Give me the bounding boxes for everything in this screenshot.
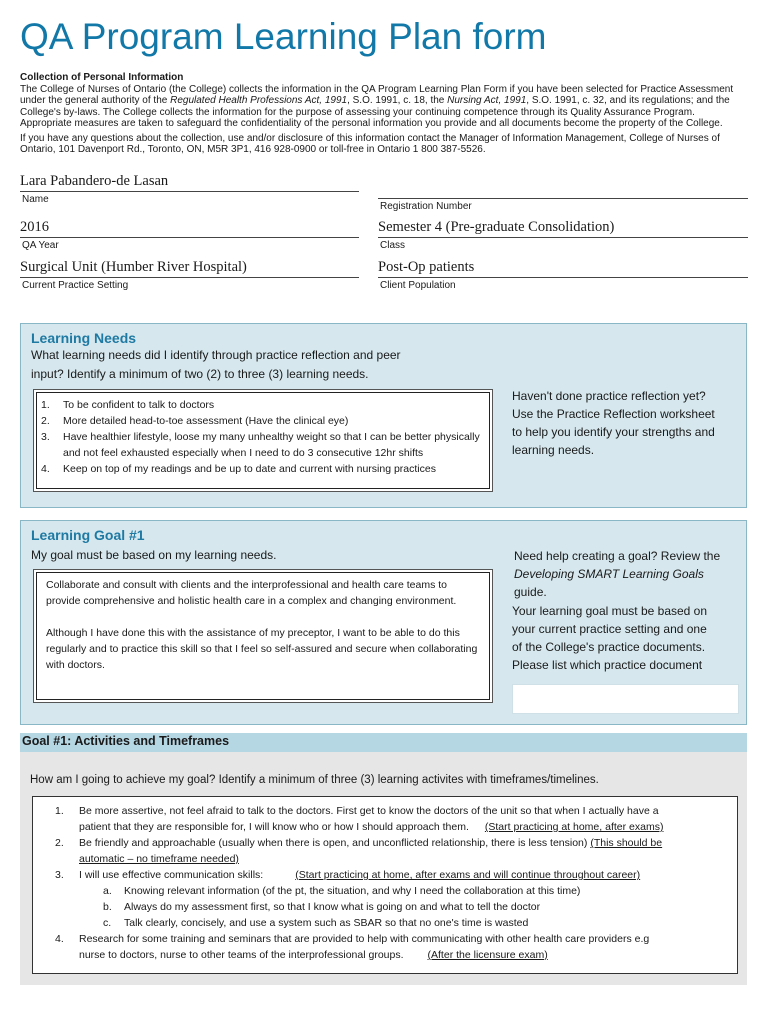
notice-text: , S.O. 1991, c. 32, and its regulations; and the College's by-laws. The College collects the information for the purpose of assessing your continuing competence through its Quality Assurance Program. Appropriate measures are taken to safeguard the confidentiality of the personal information you provide and all documents become the property of the College. <box>20 95 730 129</box>
tip-line: Use the Practice Reflection worksheet <box>512 407 715 421</box>
registration-number-value[interactable] <box>378 178 748 199</box>
item-number: 3. <box>41 431 50 443</box>
item-text: Have healthier lifestyle, loose my many unhealthy weight so that I can be better physically and not feel exhausted especially when I need to do 3 consecutive 12hr shifts <box>63 431 480 459</box>
list-item <box>37 413 483 429</box>
subitem-letter: a. <box>103 885 112 897</box>
tip-line: to help you identify your strengths and <box>512 425 715 439</box>
prompt-line: input? Identify a minimum of two (2) to three (3) learning needs. <box>31 367 369 381</box>
activity-line <box>79 835 737 851</box>
notice-text: The College of Nurses of Ontario (the College) collects the information in the QA Program Learning Plan Form if you have been selected for Practice Assessment under the general authority of the <box>20 83 734 106</box>
learning-goal-prompt: My goal must be based on my learning needs. <box>31 548 277 562</box>
learning-needs-prompt <box>31 346 401 384</box>
act-name: Regulated Health Professions Act, 1991 <box>170 95 348 106</box>
page-title: QA Program Learning Plan form <box>20 16 547 57</box>
practice-document-input[interactable] <box>512 684 739 714</box>
tip-line: your current practice setting and one <box>512 622 707 636</box>
activity-timeframe: (Start practicing at home, after exams and will continue throughout career) <box>295 869 641 881</box>
item-number: 1. <box>55 805 64 817</box>
activities-section <box>20 752 747 985</box>
tip-line: Need help creating a goal? Review the <box>514 549 721 563</box>
subitem-text: Talk clearly, concisely, and use a system such as SBAR so that no one's time is wasted <box>124 917 529 929</box>
practice-setting-field[interactable] <box>20 258 359 291</box>
client-population-value[interactable]: Post-Op patients <box>378 258 748 278</box>
list-item <box>37 461 483 477</box>
tip-line: Your learning goal must be based on <box>512 604 708 618</box>
registration-number-label: Registration Number <box>380 201 472 212</box>
tip-line: learning needs. <box>512 443 595 457</box>
activity-item <box>33 803 737 835</box>
item-number: 4. <box>41 463 50 475</box>
practice-setting-value[interactable]: Surgical Unit (Humber River Hospital) <box>20 258 359 278</box>
activity-line <box>79 867 737 883</box>
subitem-text: Knowing relevant information (of the pt, the situation, and why I need the collaboration at this time) <box>124 885 581 897</box>
practice-document-tip <box>512 602 742 674</box>
activity-timeframe: (Start practicing at home, after exams) <box>484 821 664 833</box>
qa-year-value[interactable]: 2016 <box>20 218 359 238</box>
qa-year-label: QA Year <box>22 240 59 251</box>
learning-needs-title: Learning Needs <box>31 330 137 346</box>
activities-prompt: How am I going to achieve my goal? Identify a minimum of three (3) learning activites with timeframes/timelines. <box>30 774 599 786</box>
practice-setting-label: Current Practice Setting <box>22 280 129 291</box>
item-text: To be confident to talk to doctors <box>63 399 215 411</box>
activity-timeframe: (This should be <box>590 837 663 849</box>
activity-item <box>33 867 737 883</box>
learning-goal-title: Learning Goal #1 <box>31 527 145 543</box>
personal-information-notice <box>20 72 748 156</box>
learning-needs-list <box>37 397 483 477</box>
activity-text: I will use effective communication skills: <box>79 869 264 881</box>
subitem-letter: b. <box>103 901 112 913</box>
name-field[interactable] <box>20 172 359 205</box>
item-number: 3. <box>55 869 64 881</box>
activity-text: Research for some training and seminars that are provided to help with communicating with other health care providers e.g <box>79 933 650 945</box>
activity-item <box>33 835 737 867</box>
activity-subitem <box>33 915 737 931</box>
activity-line <box>79 947 737 963</box>
goal-paragraph: Although I have done this with the assistance of my preceptor, I want to be able to do this regularly and to practice this skill so that I feel so self-assured and secure when collaborating with doctors. <box>46 627 478 671</box>
act-name: Nursing Act, 1991 <box>447 95 527 106</box>
activity-subitem <box>33 899 737 915</box>
activity-line <box>79 819 737 835</box>
activity-timeframe: automatic – no timeframe needed) <box>79 853 239 865</box>
class-label: Class <box>380 240 406 251</box>
tip-line: guide. <box>514 585 547 599</box>
activity-text: nurse to doctors, nurse to other teams of the interprofessional groups. <box>79 949 404 961</box>
subitem-letter: c. <box>103 917 112 929</box>
learning-needs-section <box>20 323 747 508</box>
prompt-line: What learning needs did I identify through practice reflection and peer <box>31 348 401 362</box>
item-text: More detailed head-to-toe assessment (Have the clinical eye) <box>63 415 349 427</box>
list-item <box>37 397 483 413</box>
item-number: 1. <box>41 399 50 411</box>
notice-paragraph-1 <box>20 84 748 130</box>
qa-year-field[interactable] <box>20 218 359 251</box>
notice-paragraph-2: If you have any questions about the collection, use and/or disclosure of this information contact the Manager of Information Management, College of Nurses of Ontario, 101 Davenport Rd., Toronto, ON, M5R 3P1, 416 928-0900 or toll-free in Ontario 1 800 387-5526. <box>20 132 720 155</box>
activity-subitem <box>33 883 737 899</box>
item-number: 2. <box>41 415 50 427</box>
activity-text: patient that they are responsible for, I will know who or how I should approach them. <box>79 821 469 833</box>
learning-needs-input[interactable] <box>36 392 490 489</box>
client-population-label: Client Population <box>380 280 456 291</box>
subitem-text: Always do my assessment first, so that I know what is going on and what to tell the doctor <box>124 901 541 913</box>
learning-goal-section <box>20 520 747 725</box>
practice-reflection-tip <box>512 387 742 459</box>
tip-line: Haven't done practice reflection yet? <box>512 389 706 403</box>
smart-goals-tip <box>514 547 742 601</box>
activity-item <box>33 931 737 963</box>
class-field[interactable] <box>378 218 748 251</box>
learning-goal-input[interactable] <box>36 572 490 700</box>
activity-timeframe: (After the licensure exam) <box>427 949 548 961</box>
activities-header: Goal #1: Activities and Timeframes <box>20 733 747 752</box>
activities-input[interactable] <box>32 796 738 974</box>
item-text: Keep on top of my readings and be up to date and current with nursing practices <box>63 463 436 475</box>
class-value[interactable]: Semester 4 (Pre-graduate Consolidation) <box>378 218 748 238</box>
item-number: 2. <box>55 837 64 849</box>
item-number: 4. <box>55 933 64 945</box>
activity-text: Be more assertive, not feel afraid to talk to the doctors. First get to know the doctors of the unit so that when I actually have a <box>79 805 659 817</box>
name-label: Name <box>22 194 49 205</box>
notice-heading: Collection of Personal Information <box>20 72 184 83</box>
list-item <box>37 429 483 461</box>
tip-line: Please list which practice document <box>512 658 703 672</box>
tip-line: of the College's practice documents. <box>512 640 706 654</box>
name-value[interactable]: Lara Pabandero-de Lasan <box>20 172 359 192</box>
smart-goals-guide-link[interactable]: Developing SMART Learning Goals <box>514 567 704 581</box>
goal-paragraph: Collaborate and consult with clients and the interprofessional and health care teams to provide comprehensive and holistic health care in a complex and changing environment. <box>46 579 457 607</box>
notice-text: , S.O. 1991, c. 18, the <box>347 95 448 106</box>
registration-number-field[interactable] <box>378 178 748 212</box>
activity-text: Be friendly and approachable (usually when there is open, and unconflicted relationship, there is less tension) <box>79 837 588 849</box>
client-population-field[interactable] <box>378 258 748 291</box>
